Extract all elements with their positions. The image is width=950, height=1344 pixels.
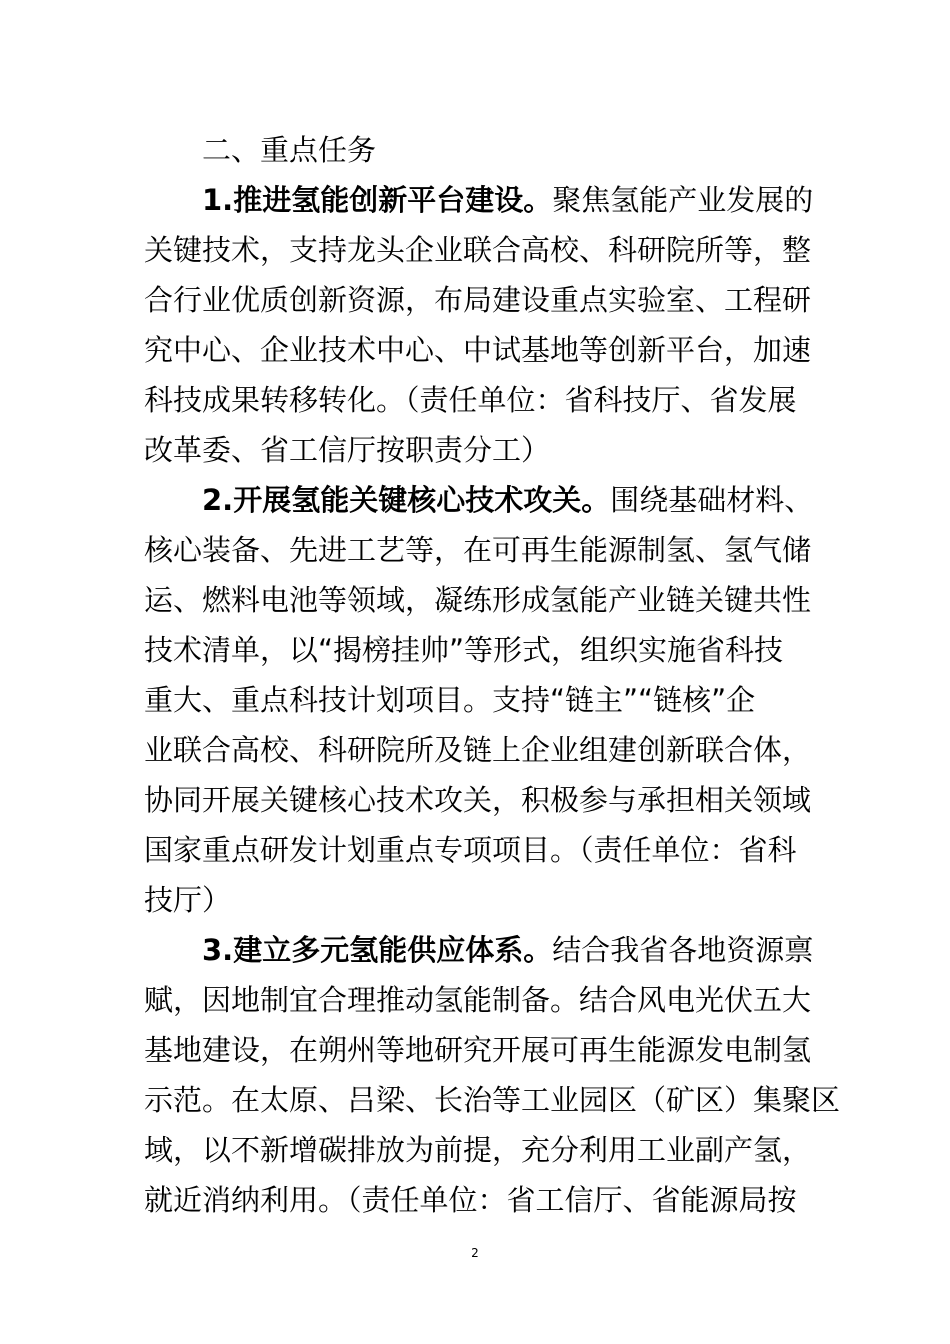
paragraph-1-first-line — [202, 175, 824, 225]
paragraph-3-line-3: 基地建设，在朔州等地研究开展可再生能源发电制氢 — [144, 1033, 812, 1067]
paragraph-3-line-4: 示范。在太原、吕梁、长治等工业园区（矿区）集聚区 — [144, 1083, 841, 1117]
paragraph-2-line-2: 核心装备、先进工艺等，在可再生能源制氢、氢气储 — [144, 533, 812, 567]
paragraph-2-first-line — [202, 475, 824, 525]
paragraph-1-line-6: 改革委、省工信厅按职责分工） — [144, 433, 551, 467]
paragraph-1-line-4: 究中心、企业技术中心、中试基地等创新平台，加速 — [144, 333, 812, 367]
paragraph-1-line-1: 聚焦氢能产业发展的 — [552, 183, 814, 217]
paragraph-2-line-8: 国家重点研发计划重点专项项目。（责任单位：省科 — [144, 833, 797, 867]
page-number: 2 — [471, 1246, 479, 1260]
paragraph-2-line-1: 围绕基础材料、 — [610, 483, 814, 517]
paragraph-3-line-6: 就近消纳利用。（责任单位：省工信厅、省能源局按 — [144, 1183, 797, 1217]
paragraph-1-line-3: 合行业优质创新资源，布局建设重点实验室、工程研 — [144, 283, 812, 317]
paragraph-2-title: 2.开展氢能关键核心技术攻关。 — [202, 483, 611, 517]
paragraph-3-line-2: 赋，因地制宜合理推动氢能制备。结合风电光伏五大 — [144, 983, 812, 1017]
section-heading: 二、重点任务 — [202, 133, 377, 167]
paragraph-1-line-5: 科技成果转移转化。（责任单位：省科技厅、省发展 — [144, 383, 797, 417]
paragraph-1-title: 1.推进氢能创新平台建设。 — [202, 183, 553, 217]
paragraph-2-line-3: 运、燃料电池等领域，凝练形成氢能产业链关键共性 — [144, 583, 812, 617]
paragraph-1-line-2: 关键技术，支持龙头企业联合高校、科研院所等，整 — [144, 233, 812, 267]
paragraph-3-first-line — [202, 925, 824, 975]
paragraph-2-line-5: 重大、重点科技计划项目。支持“链主”“链核”企 — [144, 683, 756, 717]
paragraph-2-line-9: 技厅） — [144, 883, 232, 917]
paragraph-3-line-1: 结合我省各地资源禀 — [552, 933, 814, 967]
paragraph-2-line-7: 协同开展关键核心技术攻关，积极参与承担相关领域 — [144, 783, 812, 817]
paragraph-3-title: 3.建立多元氢能供应体系。 — [202, 933, 553, 967]
paragraph-2-line-4: 技术清单，以“揭榜挂帅”等形式，组织实施省科技 — [144, 633, 784, 667]
paragraph-3-line-5: 域，以不新增碳排放为前提，充分利用工业副产氢， — [144, 1133, 812, 1167]
paragraph-2-line-6: 业联合高校、科研院所及链上企业组建创新联合体， — [144, 733, 812, 767]
